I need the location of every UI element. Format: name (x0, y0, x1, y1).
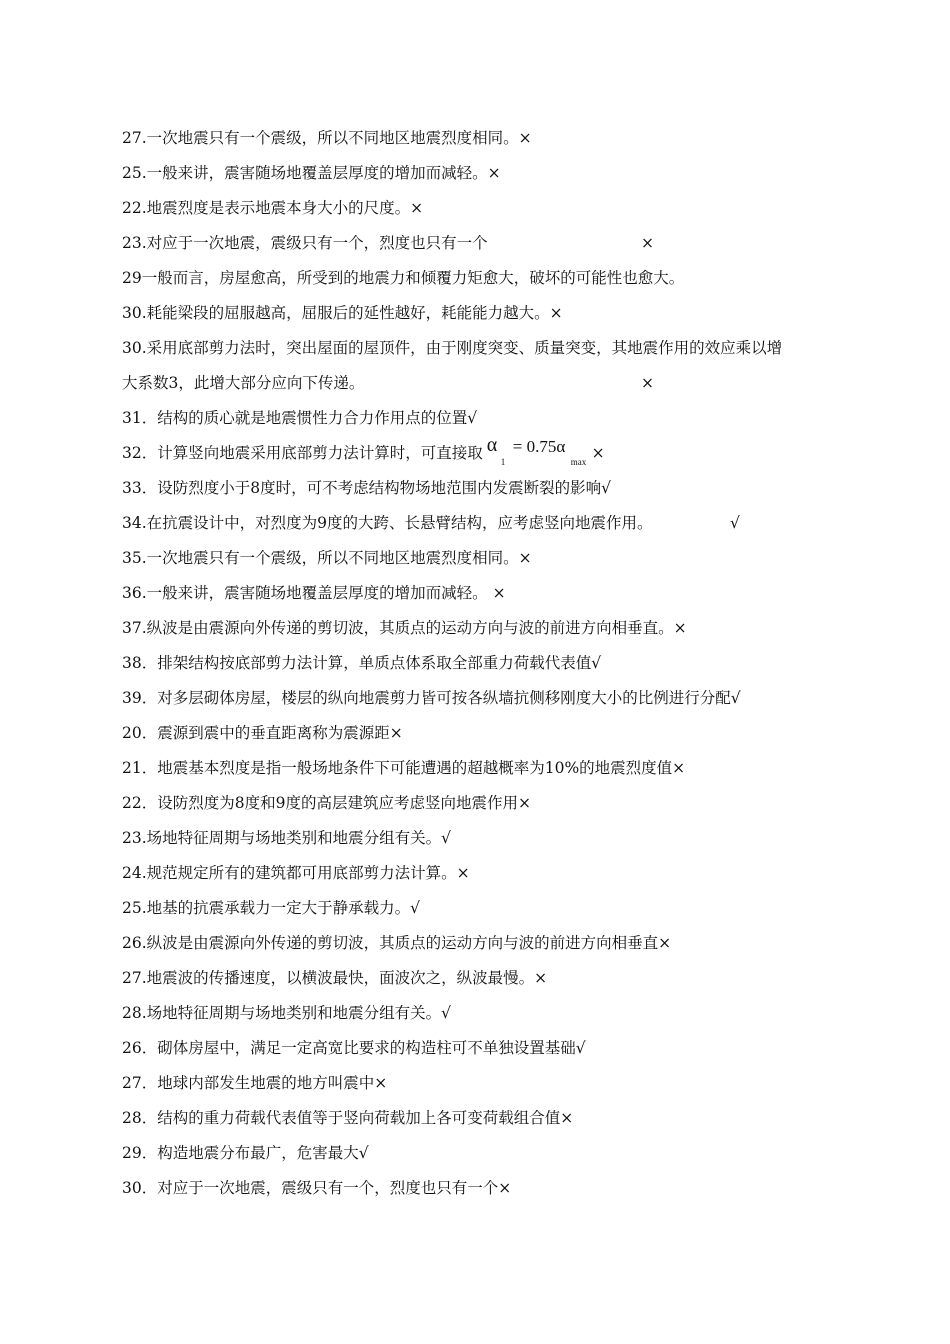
list-item (122, 894, 842, 929)
item-text: 27．地球内部发生地震的地方叫震中× (122, 1074, 388, 1092)
list-item (122, 229, 842, 264)
item-text: 26．砌体房屋中，满足一定高宽比要求的构造柱可不单独设置基础√ (122, 1039, 586, 1057)
list-item (122, 264, 842, 299)
list-item (122, 859, 842, 894)
list-item (122, 999, 842, 1034)
item-text: 37.纵波是由震源向外传递的剪切波，其质点的运动方向与波的前进方向相垂直。× (122, 619, 687, 637)
list-item (122, 1104, 842, 1139)
item-text: 24.规范规定所有的建筑都可用底部剪力法计算。× (122, 864, 470, 882)
item-text-after: × (586, 444, 605, 462)
item-text: 28．结构的重力荷载代表值等于竖向荷载加上各可变荷载组合值× (122, 1109, 574, 1127)
item-text: 30.耗能梁段的屈服越高，屈服后的延性越好，耗能能力越大。× (122, 304, 563, 322)
list-item (122, 124, 842, 159)
list-item (122, 579, 842, 614)
item-text: 36.一般来讲，震害随场地覆盖层厚度的增加而减轻。 × (122, 584, 506, 602)
list-item (122, 194, 842, 229)
answer-mark: × (641, 234, 654, 252)
item-text: 30．对应于一次地震，震级只有一个，烈度也只有一个× (122, 1179, 512, 1197)
item-text: 22．设防烈度为8度和9度的高层建筑应考虑竖向地震作用× (122, 794, 531, 812)
item-text: 32．计算竖向地震采用底部剪力法计算时，可直接取 (122, 444, 483, 462)
item-text: 23.对应于一次地震，震级只有一个，烈度也只有一个 (122, 234, 488, 252)
list-item (122, 789, 842, 824)
answer-mark: × (641, 374, 654, 392)
question-list (122, 124, 842, 1209)
item-text: 33．设防烈度小于8度时，可不考虑结构物场地范围内发震断裂的影响√ (122, 479, 611, 497)
item-text: 25.一般来讲，震害随场地覆盖层厚度的增加而减轻。× (122, 164, 501, 182)
list-item (122, 1174, 842, 1209)
item-text: 22.地震烈度是表示地震本身大小的尺度。× (122, 199, 424, 217)
list-item (122, 334, 842, 369)
item-text: 35.一次地震只有一个震级，所以不同地区地震烈度相同。× (122, 549, 532, 567)
list-item (122, 614, 842, 649)
item-text: 20．震源到震中的垂直距离称为震源距× (122, 724, 403, 742)
list-item (122, 1139, 842, 1174)
item-text: 39．对多层砌体房屋，楼层的纵向地震剪力皆可按各纵墙抗侧移刚度大小的比例进行分配√ (122, 689, 741, 707)
list-item (122, 159, 842, 194)
item-text: 27.一次地震只有一个震级，所以不同地区地震烈度相同。× (122, 129, 532, 147)
item-text: 31．结构的质心就是地震惯性力合力作用点的位置√ (122, 409, 478, 427)
list-item (122, 404, 842, 439)
formula-rhs: = 0.75α (512, 437, 566, 456)
list-item (122, 929, 842, 964)
list-item (122, 509, 842, 544)
list-item (122, 719, 842, 754)
list-item (122, 684, 842, 719)
item-text: 21．地震基本烈度是指一般场地条件下可能遭遇的超越概率为10%的地震烈度值× (122, 759, 686, 777)
item-text: 26.纵波是由震源向外传递的剪切波，其质点的运动方向与波的前进方向相垂直× (122, 934, 672, 952)
formula-subscript-max: max (570, 457, 587, 467)
list-item (122, 649, 842, 684)
list-item (122, 964, 842, 999)
item-text: 30.采用底部剪力法时，突出屋面的屋顶件，由于刚度突变、质量突变，其地震作用的效应乘以增 (122, 339, 783, 357)
list-item (122, 754, 842, 789)
item-text: 38．排架结构按底部剪力法计算，单质点体系取全部重力荷载代表值√ (122, 654, 602, 672)
formula-subscript: 1 (500, 457, 506, 467)
list-item (122, 1069, 842, 1104)
answer-mark: √ (730, 514, 740, 532)
list-item (122, 824, 842, 859)
list-item (122, 299, 842, 334)
item-text: 25.地基的抗震承载力一定大于静承载力。√ (122, 899, 421, 917)
item-text: 34.在抗震设计中，对烈度为9度的大跨、长悬臂结构，应考虑竖向地震作用。 (122, 514, 653, 532)
formula-alpha: α (486, 434, 498, 456)
list-item (122, 474, 842, 509)
item-text: 29．构造地震分布最广，危害最大√ (122, 1144, 369, 1162)
item-text: 28.场地特征周期与场地类别和地震分组有关。√ (122, 1004, 452, 1022)
list-item (122, 369, 842, 404)
item-text: 27.地震波的传播速度，以横波最快，面波次之，纵波最慢。× (122, 969, 548, 987)
item-text: 23.场地特征周期与场地类别和地震分组有关。√ (122, 829, 452, 847)
item-text: 29一般而言，房屋愈高，所受到的地震力和倾覆力矩愈大，破坏的可能性也愈大。 (122, 269, 685, 287)
list-item (122, 544, 842, 579)
formula (483, 434, 587, 467)
item-text: 大系数3，此增大部分应向下传递。 (122, 374, 365, 392)
list-item (122, 1034, 842, 1069)
list-item (122, 434, 842, 474)
